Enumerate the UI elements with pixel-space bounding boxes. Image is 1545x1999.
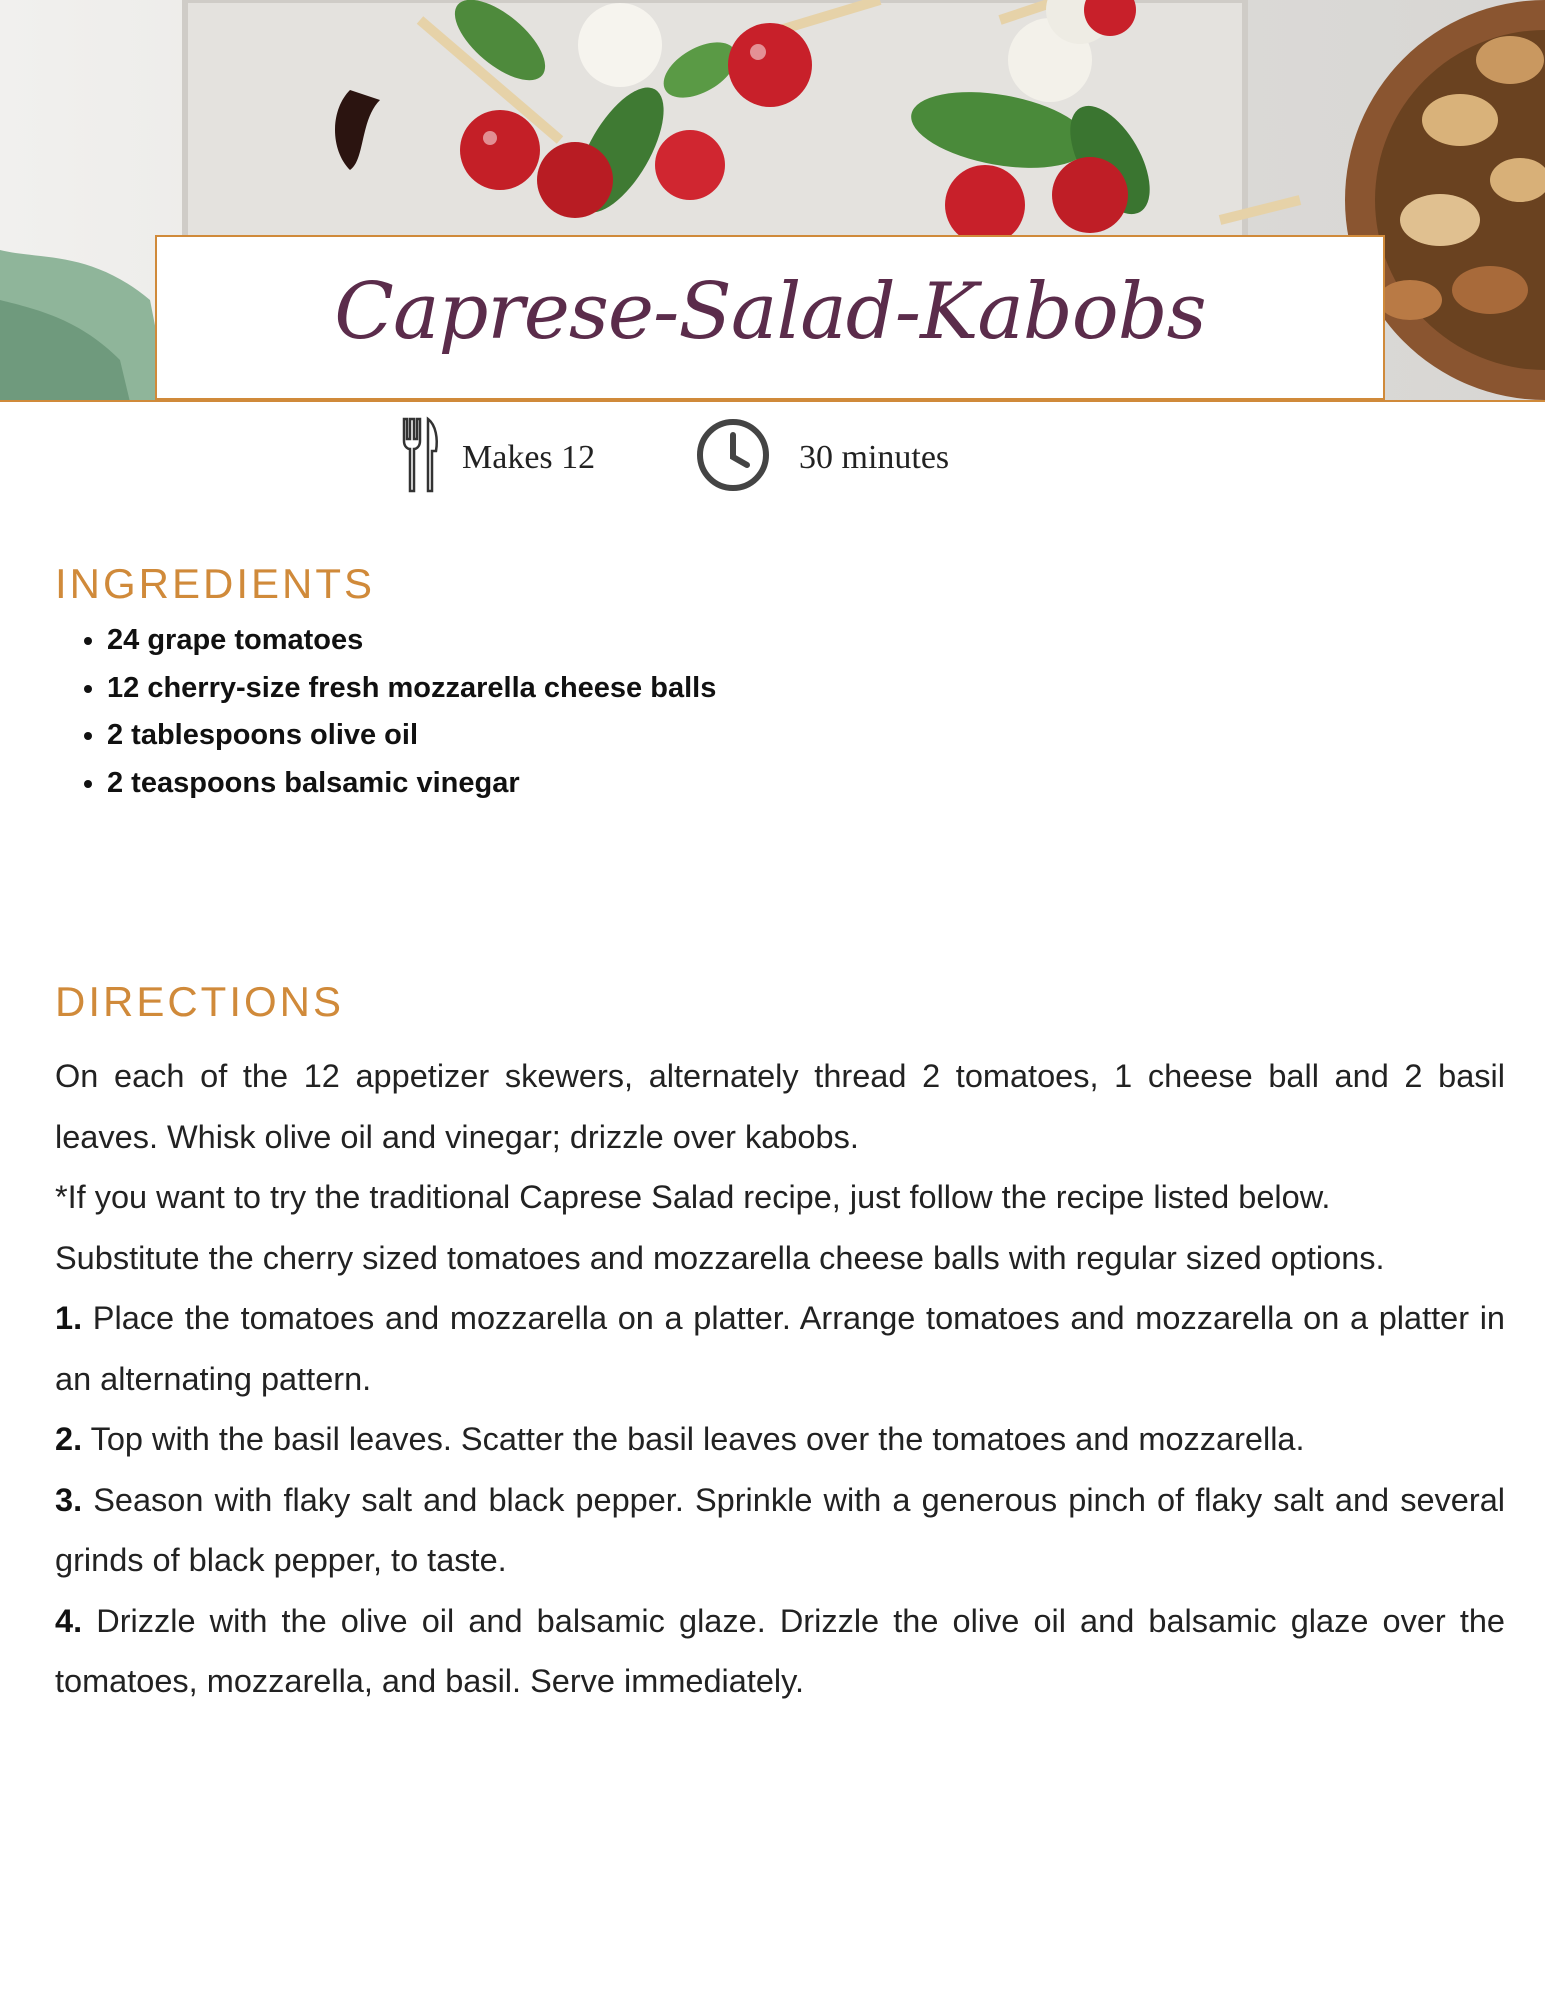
hero-photo — [0, 0, 1545, 402]
time-label: 30 minutes — [799, 438, 950, 476]
step-text: Season with flaky salt and black pepper. Sprinkle with a generous pinch of flaky salt and several grinds of black pepper, to taste. — [55, 1481, 1505, 1578]
step-number: 3. — [55, 1481, 83, 1518]
directions-note: *If you want to try the traditional Caprese Salad recipe, just follow the recipe listed below. — [55, 1179, 1331, 1215]
step-text: Drizzle with the olive oil and balsamic glaze. Drizzle the olive oil and balsamic glaze over the tomatoes, mozzarella, and basil. Serve immediately. — [55, 1602, 1505, 1699]
fork-knife-icon — [400, 415, 440, 500]
step-text: Top with the basil leaves. Scatter the basil leaves over the tomatoes and mozzarella. — [90, 1421, 1305, 1457]
ingredients-list — [55, 617, 716, 807]
list-item: • 2 teaspoons balsamic vinegar — [107, 760, 716, 808]
time-info — [695, 415, 949, 500]
directions-intro: On each of the 12 appetizer skewers, alternately thread 2 tomatoes, 1 cheese ball and 2 basil leaves. Whisk olive oil and vinegar; drizzle over kabobs. — [55, 1058, 1505, 1155]
step-text: Place the tomatoes and mozzarella on a platter. Arrange tomatoes and mozzarella on a platter in an alternating pattern. — [55, 1300, 1505, 1397]
servings-label: Makes 12 — [462, 438, 596, 476]
step-number: 4. — [55, 1602, 83, 1639]
list-item: • 2 tablespoons olive oil — [107, 712, 716, 760]
direction-step — [55, 1470, 1505, 1591]
direction-step — [55, 1409, 1505, 1470]
list-item: • 24 grape tomatoes — [107, 617, 716, 665]
recipe-title: Caprese-Salad-Kabobs — [334, 267, 1206, 357]
directions-substitute: Substitute the cherry sized tomatoes and mozzarella cheese balls with regular sized options. — [55, 1239, 1385, 1276]
title-card — [155, 235, 1385, 400]
ingredients-heading: INGREDIENTS — [55, 560, 376, 607]
step-number: 2. — [55, 1421, 83, 1457]
divider — [0, 400, 1545, 402]
list-item: • 12 cherry-size fresh mozzarella cheese balls — [107, 665, 716, 713]
direction-step — [55, 1591, 1505, 1712]
directions-body — [55, 1046, 1505, 1712]
direction-step — [55, 1288, 1505, 1409]
clock-icon — [695, 417, 771, 498]
step-number: 1. — [55, 1300, 83, 1336]
servings-info — [400, 415, 595, 500]
directions-heading: DIRECTIONS — [55, 978, 345, 1025]
